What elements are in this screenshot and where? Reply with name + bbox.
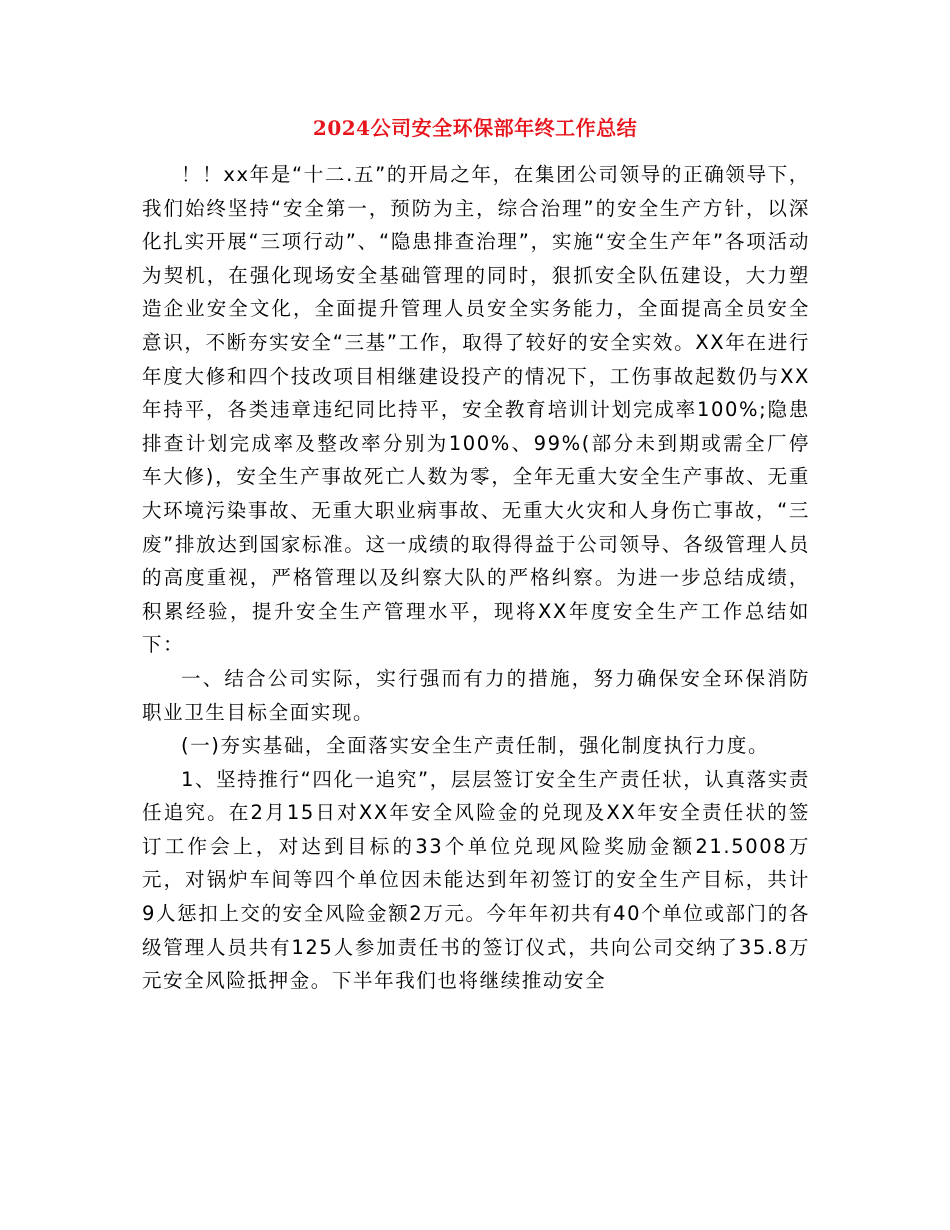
paragraph-item-1: 1、坚持推行“四化一追究”，层层签订安全生产责任状，认真落实责任追究。在2月15日对XX年安全风险金的兑现及XX年安全责任状的签订工作会上，对达到目标的33个单位兑现风险奖励金额21.5008万元，对锅炉车间等四个单位因未能达到年初签订的安全生产目标，共计9人惩扣上交的安全风险金额2万元。今年年初共有40个单位或部门的各级管理人员共有125人参加责任书的签订仪式，共向公司交纳了35.8万元安全风险抵押金。下半年我们也将继续推动安全 bbox=[142, 767, 810, 993]
paragraph-subsection-1-heading: (一)夯实基础，全面落实安全生产责任制，强化制度执行力度。 bbox=[181, 734, 770, 758]
document-title: 2024公司安全环保部年终工作总结 bbox=[312, 116, 638, 140]
paragraph-intro: ！！xx年是“十二.五”的开局之年，在集团公司领导的正确领导下，我们始终坚持“安全第一，预防为主，综合治理”的安全生产方针，以深化扎实开展“三项行动”、“隐患排查治理”，实施“安全生产年”各项活动为契机，在强化现场安全基础管理的同时，狠抓安全队伍建设，大力塑造企业安全文化，全面提升管理人员安全实务能力，全面提高全员安全意识，不断夯实安全“三基”工作，取得了较好的安全实效。XX年在进行年度大修和四个技改项目相继建设投产的情况下，工伤事故起数仍与XX年持平，各类违章违纪同比持平，安全教育培训计划完成率100%;隐患排查计划完成率及整改率分别为100%、99%(部分未到期或需全厂停车大修)，安全生产事故死亡人数为零，全年无重大安全生产事故、无重大环境污染事故、无重大职业病事故、无重大火灾和人身伤亡事故，“三废”排放达到国家标准。这一成绩的取得得益于公司领导、各级管理人员的高度重视，严格管理以及纠察大队的严格纠察。为进一步总结成绩，积累经验，提升安全生产管理水平，现将XX年度安全生产工作总结如下： bbox=[142, 163, 810, 657]
document-body bbox=[142, 158, 810, 998]
paragraph-section-1-heading: 一、结合公司实际，实行强而有力的措施，努力确保安全环保消防职业卫生目标全面实现。 bbox=[142, 666, 810, 724]
